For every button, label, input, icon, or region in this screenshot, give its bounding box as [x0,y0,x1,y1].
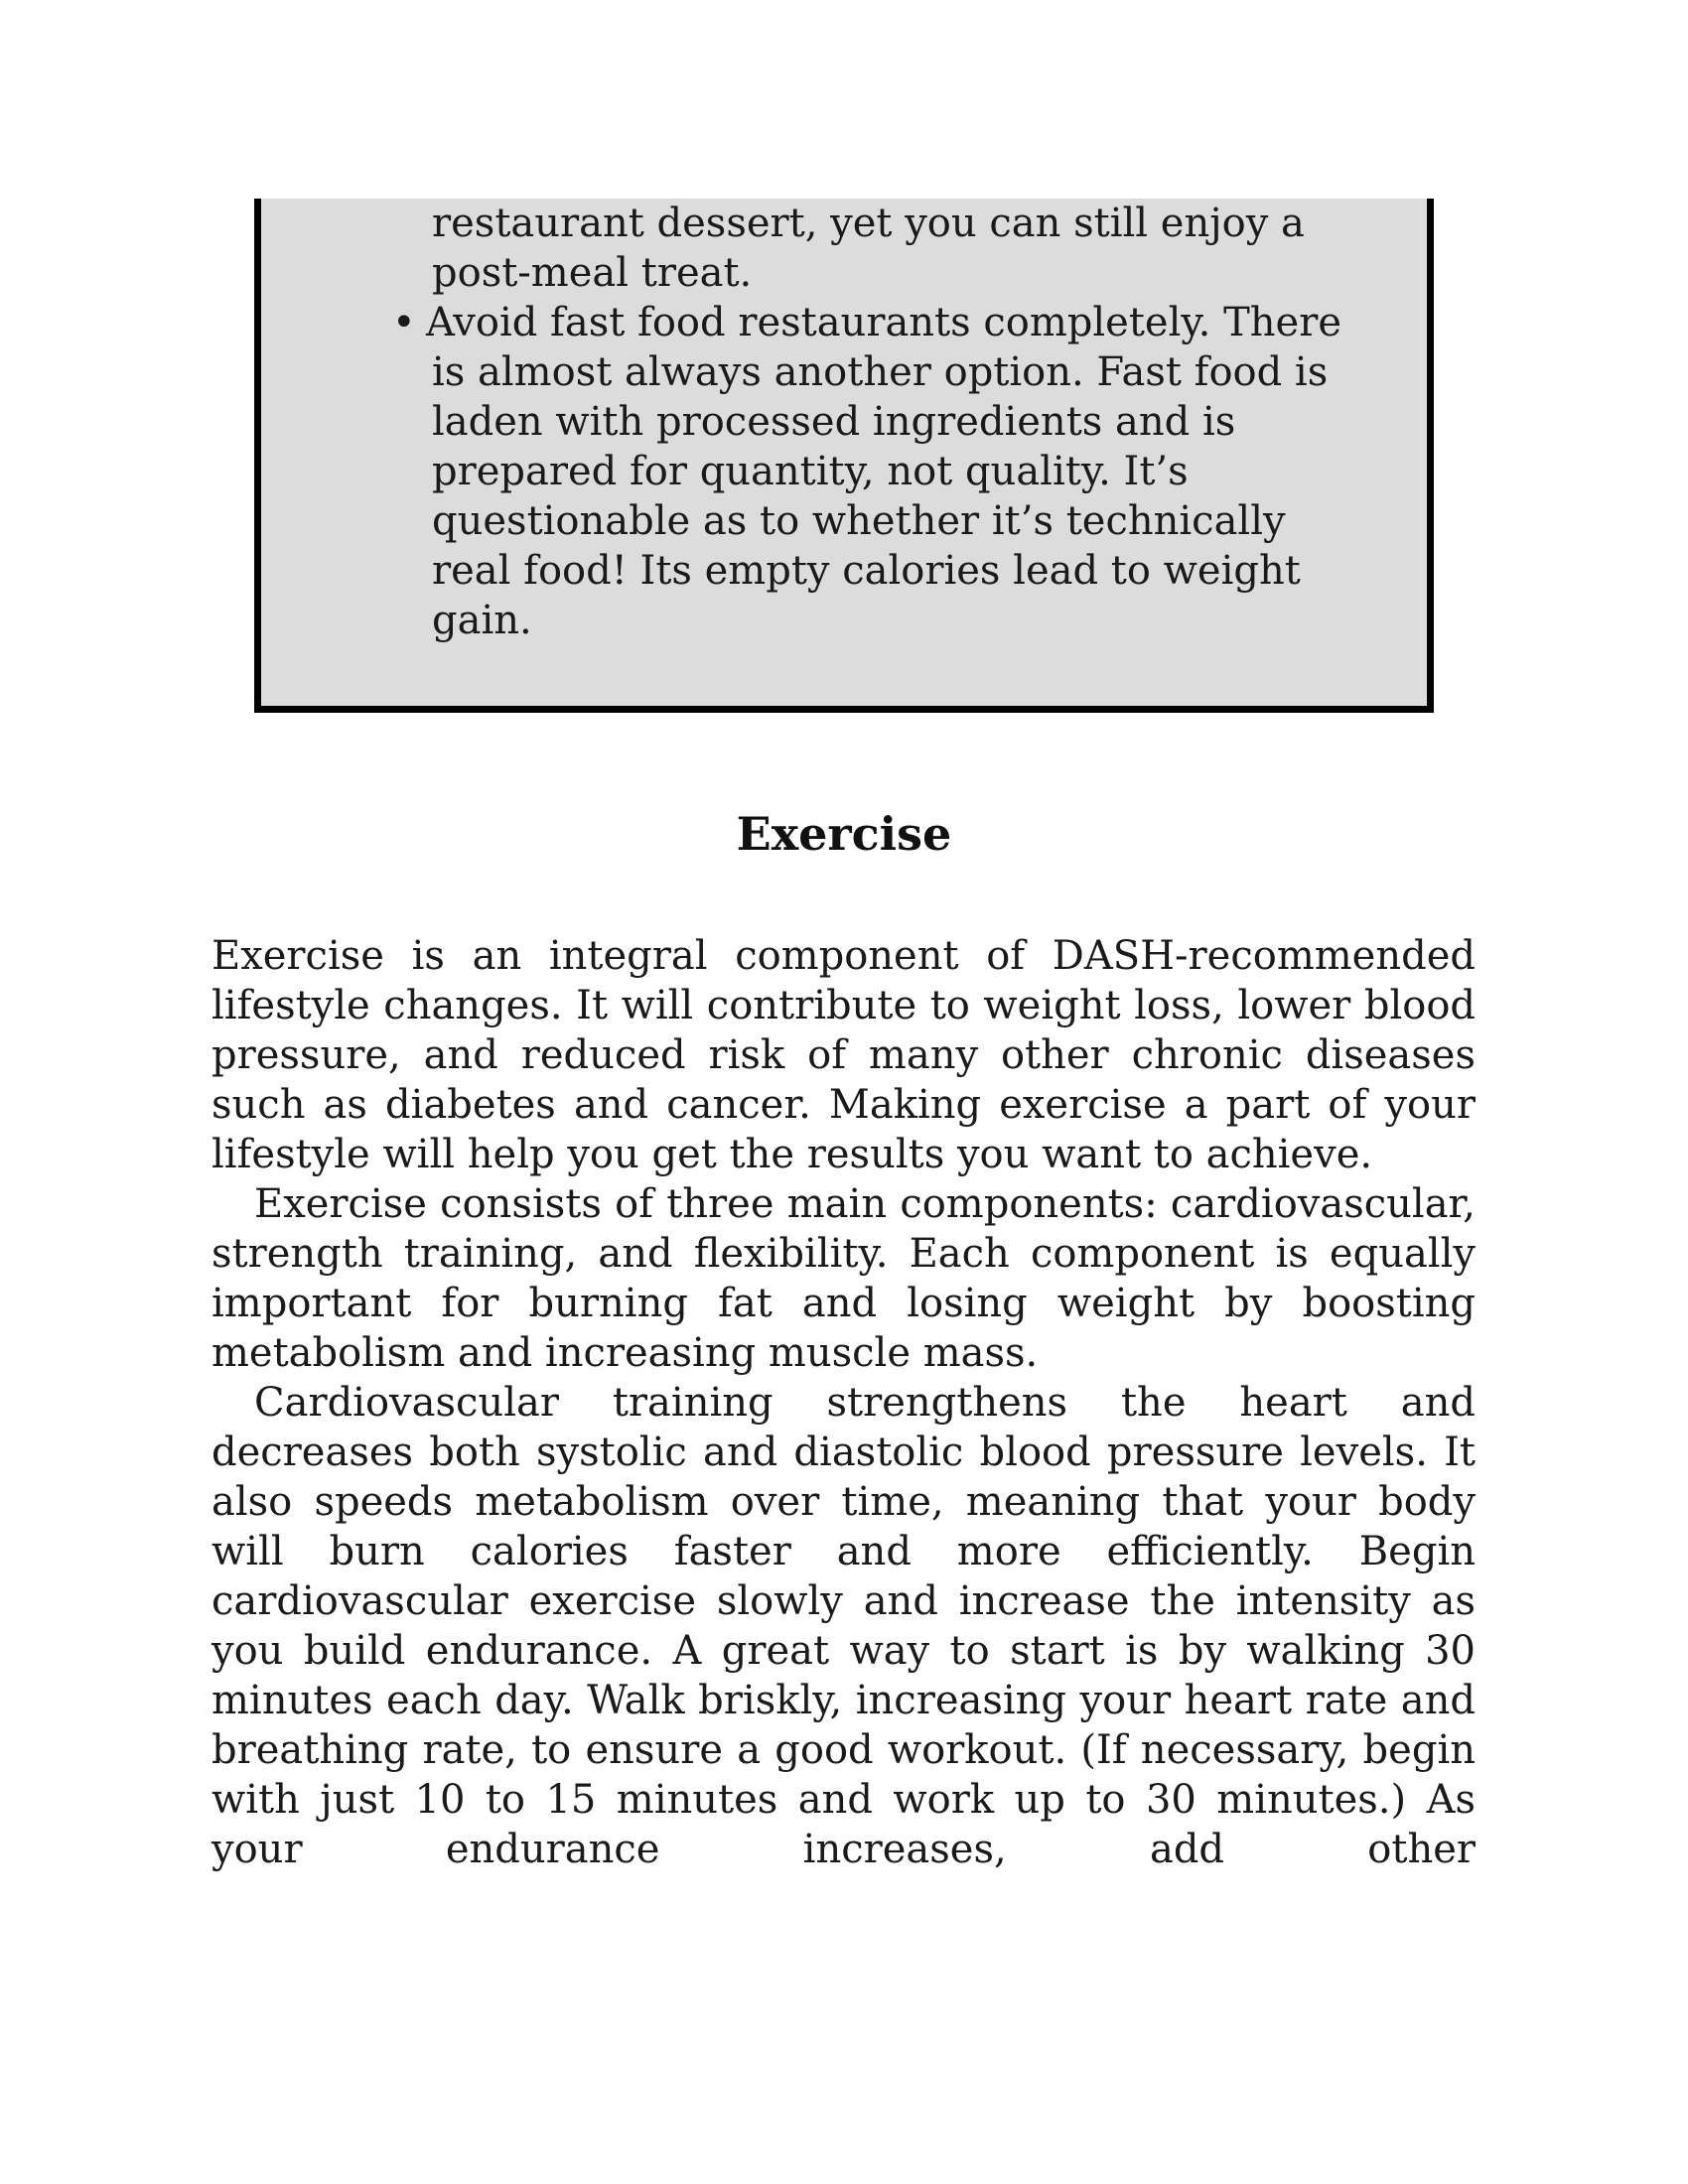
sidebar-line: laden with processed ingredients and is [432,399,1236,445]
section-heading: Exercise [736,807,952,861]
paragraph: Exercise is an integral component of DASH-recommended lifestyle changes. It will contribute to weight loss, lower blood pressure, and reduced risk of many other chronic diseases such as diabetes and cancer. Making exercise a part of your lifestyle will help you get the results you want to achieve. [211,933,1476,1177]
bullet-marker: • [392,300,416,345]
sidebar-line: post-meal treat. [432,250,753,296]
paragraph: Cardiovascular training strengthens the heart and decreases both systolic and diastolic blood pressure levels. It also speeds metabolism over time, meaning that your body will burn calories faster and more efficiently. Begin cardiovascular exercise slowly and increase the intensity as you build endurance. A great way to start is by walking 30 minutes each day. Walk briskly, increasing your heart rate and breathing rate, to ensure a good workout. (If necessary, begin with just 10 to 15 minutes and work up to 30 minutes.) As your endurance increases, add other [211,1380,1476,1872]
sidebar-line: prepared for quantity, not quality. It’s [432,449,1189,494]
sidebar-line: restaurant dessert, yet you can still enjoy a [432,201,1305,246]
tips-sidebar-box [254,199,1434,713]
sidebar-line: Avoid fast food restaurants completely. There [426,300,1342,345]
section-body [211,931,1476,1874]
sidebar-line: is almost always another option. Fast food is [432,349,1329,395]
paragraph: Exercise consists of three main components: cardiovascular, strength training, and flexibility. Each component is equally important for burning fat and losing weight by boosting metabolism and increasing muscle mass. [211,1181,1476,1376]
sidebar-line: questionable as to whether it’s technically [432,498,1286,544]
sidebar-line: real food! Its empty calories lead to weight [432,548,1301,594]
sidebar-line: gain. [432,598,532,643]
